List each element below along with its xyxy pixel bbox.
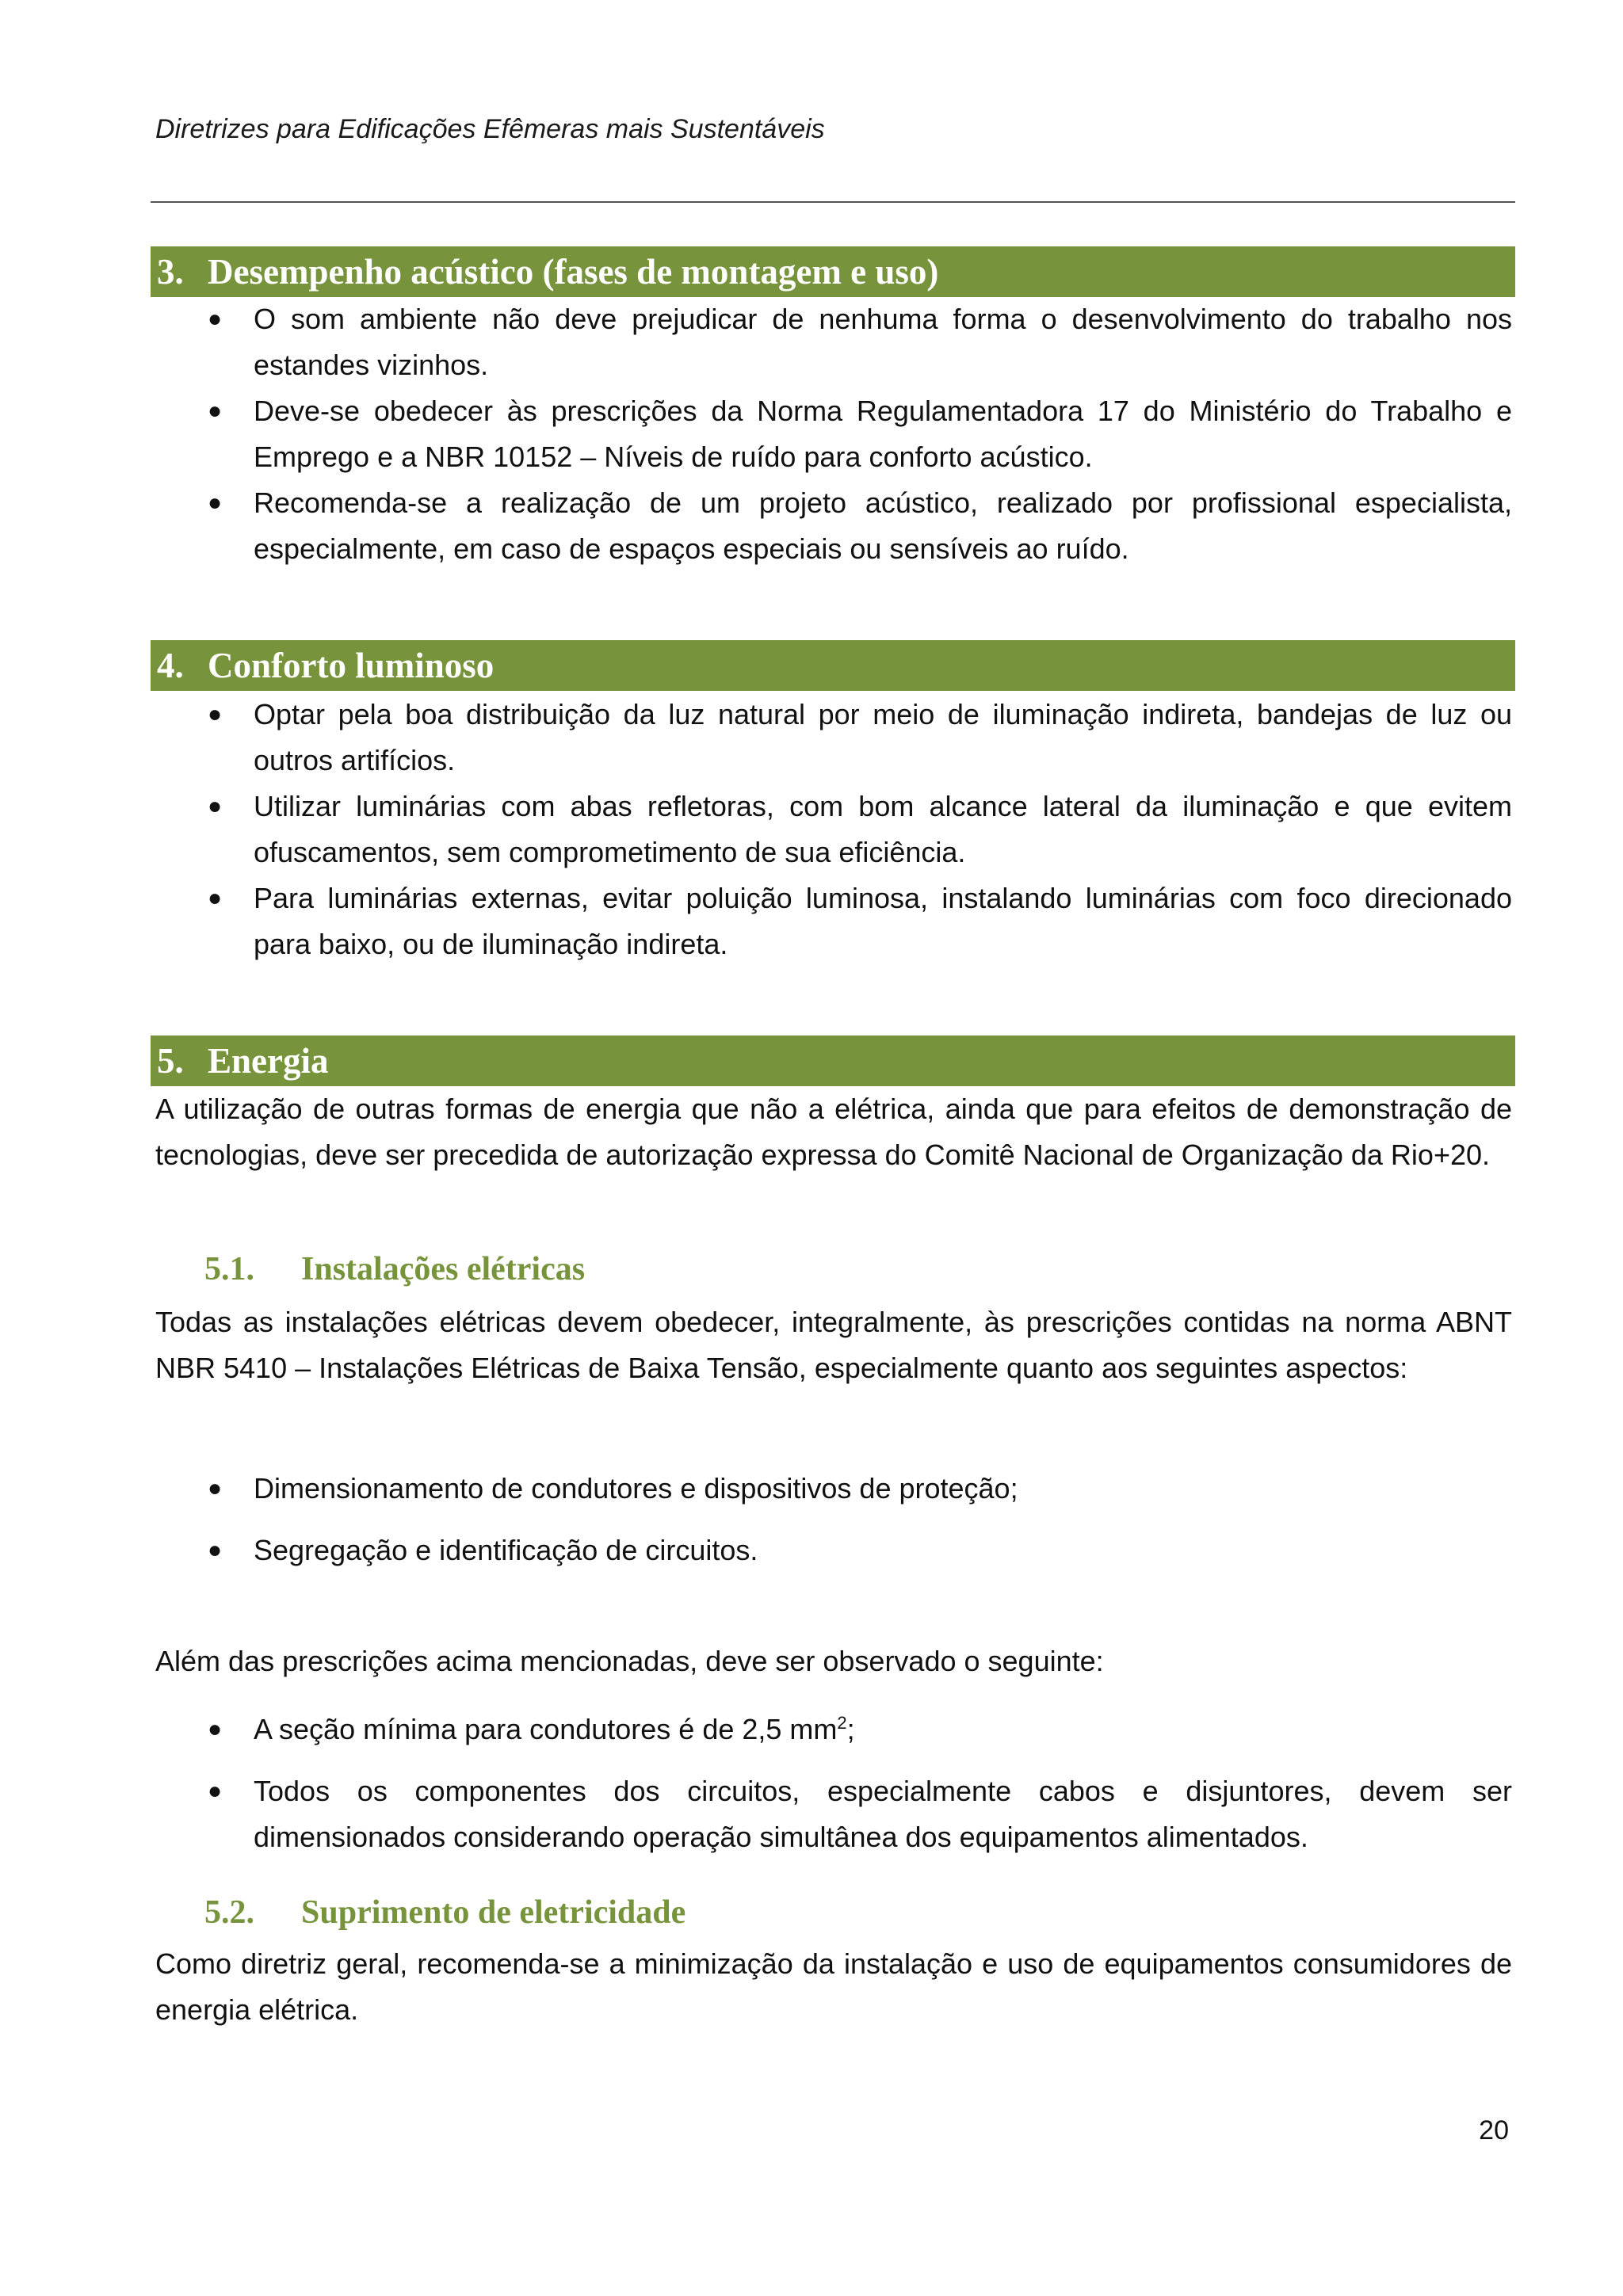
subsection-5-1-followup: Além das prescrições acima mencionadas, deve ser observado o seguinte:	[155, 1645, 1104, 1677]
bullet-icon: ●	[208, 1475, 223, 1501]
list-item	[155, 1527, 1512, 1573]
bullet-icon: ●	[208, 1716, 223, 1742]
subsection-5-1-heading	[204, 1250, 585, 1288]
section-4-title: Conforto luminoso	[208, 646, 495, 685]
list-item	[155, 480, 1512, 572]
list-item-text: Todos os componentes dos circuitos, especialmente cabos e disjuntores, devem ser dimensionados considerando operação simultânea dos equipamentos alimentados.	[254, 1775, 1512, 1853]
list-item	[155, 1768, 1512, 1860]
list-item	[155, 388, 1512, 480]
bullet-icon: ●	[208, 490, 223, 516]
bullet-icon: ●	[208, 1778, 223, 1804]
bullet-icon: ●	[208, 701, 223, 727]
list-item-text: Optar pela boa distribuição da luz natural por meio de iluminação indireta, bandejas de luz ou outros artifícios.	[254, 698, 1512, 776]
section-3-bullet-list	[155, 296, 1512, 572]
list-item	[155, 1466, 1512, 1512]
section-4-bullet-list	[155, 692, 1512, 967]
page-number: 20	[1479, 2115, 1509, 2145]
list-item-text: O som ambiente não deve prejudicar de nenhuma forma o desenvolvimento do trabalho nos estandes vizinhos.	[254, 303, 1512, 381]
subsection-5-2-heading	[204, 1894, 685, 1932]
list-item	[155, 784, 1512, 875]
subsection-5-1-requirements-list-2	[155, 1768, 1512, 1860]
list-item-text: A seção mínima para condutores é de 2,5 mm	[254, 1713, 838, 1745]
list-item-end: ;	[846, 1713, 855, 1745]
section-3-number: 3.	[157, 252, 184, 292]
section-5-heading	[151, 1035, 1515, 1086]
list-item	[155, 1707, 1512, 1753]
subsection-5-2-text: Como diretriz geral, recomenda-se a minimização da instalação e uso de equipamentos consumidores de energia elétrica.	[155, 1947, 1512, 2026]
section-4-number: 4.	[157, 646, 184, 685]
section-4-heading	[151, 640, 1515, 691]
bullet-icon: ●	[208, 398, 223, 424]
bullet-icon: ●	[208, 306, 223, 332]
list-item	[155, 875, 1512, 967]
section-3-heading	[151, 246, 1515, 297]
list-item-text: Utilizar luminárias com abas refletoras, com bom alcance lateral da iluminação e que evitem ofuscamentos, sem comprometimento de sua eficiência.	[254, 790, 1512, 868]
bullet-icon: ●	[208, 793, 223, 819]
subsection-5-1-requirements-list	[155, 1707, 1512, 1753]
superscript: 2	[837, 1713, 847, 1733]
subsection-5-1-aspects-list	[155, 1466, 1512, 1512]
bullet-icon: ●	[208, 885, 223, 911]
section-5-intro: A utilização de outras formas de energia que não a elétrica, ainda que para efeitos de demonstração de tecnologias, deve ser precedida de autorização expressa do Comitê Nacional de Organização da Rio+20.	[155, 1093, 1512, 1171]
list-item-text: Deve-se obedecer às prescrições da Norma Regulamentadora 17 do Ministério do Trabalho e Emprego e a NBR 10152 – Níveis de ruído para conforto acústico.	[254, 395, 1512, 473]
header-rule	[151, 201, 1515, 203]
subsection-5-1-aspects-list-2	[155, 1527, 1512, 1573]
subsection-5-1-intro: Todas as instalações elétricas devem obedecer, integralmente, às prescrições contidas na norma ABNT NBR 5410 – Instalações Elétricas de Baixa Tensão, especialmente quanto aos seguintes aspectos:	[155, 1306, 1512, 1384]
section-3-title: Desempenho acústico (fases de montagem e uso)	[208, 252, 939, 292]
subsection-5-2-title: Suprimento de eletricidade	[301, 1894, 686, 1931]
section-5-number: 5.	[157, 1041, 184, 1081]
subsection-5-1-number: 5.1.	[204, 1251, 254, 1287]
list-item-text: Dimensionamento de condutores e dispositivos de proteção;	[254, 1472, 1018, 1505]
section-5-title: Energia	[208, 1041, 329, 1081]
list-item	[155, 296, 1512, 388]
subsection-5-2-number: 5.2.	[204, 1894, 254, 1931]
bullet-icon: ●	[208, 1537, 223, 1563]
subsection-5-1-title: Instalações elétricas	[301, 1251, 586, 1287]
list-item-text: Para luminárias externas, evitar poluição luminosa, instalando luminárias com foco direcionado para baixo, ou de iluminação indireta.	[254, 882, 1512, 960]
list-item-text: Segregação e identificação de circuitos.	[254, 1534, 758, 1566]
list-item	[155, 692, 1512, 784]
running-header: Diretrizes para Edificações Efêmeras mais Sustentáveis	[155, 114, 825, 144]
list-item-text: Recomenda-se a realização de um projeto acústico, realizado por profissional especialista, especialmente, em caso de espaços especiais ou sensíveis ao ruído.	[254, 486, 1512, 565]
